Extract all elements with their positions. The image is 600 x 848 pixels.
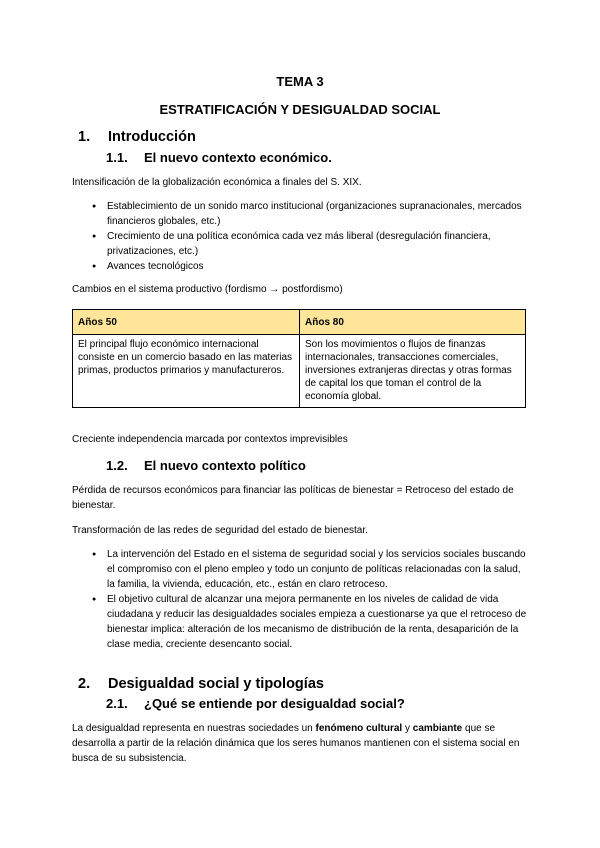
paragraph-transformation: Transformación de las redes de seguridad del estado de bienestar. <box>72 525 368 536</box>
bullet-list-political <box>92 547 528 652</box>
doc-title: TEMA 3 <box>276 74 324 89</box>
table-cell: El principal flujo económico internacional consiste en un comercio basado en las materias primas, productos primarios y manufactureros. <box>73 335 300 408</box>
bold-term: cambiante <box>412 723 463 734</box>
section-number: 1. <box>78 129 91 145</box>
list-item: ● Crecimiento de una política económica cada vez más liberal (desregulación financiera, privatizaciones, etc.) <box>92 229 528 259</box>
section-1-1-heading <box>106 150 332 165</box>
text-run: y <box>402 723 413 734</box>
section-number: 1.1. <box>106 150 128 165</box>
section-number: 1.2. <box>106 458 128 473</box>
section-2-1-heading <box>106 696 405 711</box>
list-item: ● El objetivo cultural de alcanzar una mejora permanente en los niveles de calidad de vida ciudadana y reducir las desigualdades sociales empieza a cuestionarse ya que el retroceso de bienestar implica: alteración de los mecanismo de distribución de la renta, desaparición de la clase media, creciente desencanto social. <box>92 592 528 652</box>
paragraph-resources: Pérdida de recursos económicos para financiar las políticas de bienestar = Retroceso del estado de bienestar. <box>72 485 514 511</box>
section-title: Introducción <box>108 129 196 145</box>
table-header-row <box>73 310 526 335</box>
list-item: ● Avances tecnológicos <box>92 259 528 274</box>
section-title: ¿Qué se entiende por desigualdad social? <box>144 696 405 711</box>
text-run: La desigualdad representa en nuestras sociedades un <box>72 723 316 734</box>
section-title: El nuevo contexto económico. <box>144 150 332 165</box>
table-row <box>73 335 526 408</box>
list-item: ● Establecimiento de un sonido marco institucional (organizaciones supranacionales, mercados financieros globales, etc.) <box>92 199 528 229</box>
section-1-heading <box>78 129 196 145</box>
paragraph-inequality <box>72 721 532 766</box>
section-number: 2.1. <box>106 696 128 711</box>
doc-subtitle: ESTRATIFICACIÓN Y DESIGUALDAD SOCIAL <box>159 102 441 117</box>
bullet-list-economic <box>92 199 528 274</box>
section-number: 2. <box>78 676 91 692</box>
text-run: que se desarrolla a partir de la relación dinámica que los seres humanos mantienen con el sistema social en busca de su subsistencia. <box>72 723 520 764</box>
section-2-heading <box>78 676 324 692</box>
list-item: ● La intervención del Estado en el sistema de seguridad social y los servicios sociales buscando el compromiso con el pleno empleo y todo un conjunto de políticas relacionadas con la salud, la familia, la vivienda, educación, etc., están en claro retroceso. <box>92 547 528 592</box>
table-header-cell: Años 50 <box>73 310 300 335</box>
comparison-table <box>72 309 526 408</box>
bold-term: fenómeno cultural <box>315 723 403 734</box>
section-title: El nuevo contexto político <box>144 458 306 473</box>
table-cell: Son los movimientos o flujos de finanzas internacionales, transacciones comerciales, inversiones extranjeras directas y otras formas de capital los que toman el control de la economía global. <box>300 335 526 408</box>
section-title: Desigualdad social y tipologías <box>108 676 324 692</box>
paragraph-independence: Creciente independencia marcada por contextos imprevisibles <box>72 434 348 445</box>
section-1-2-heading <box>106 458 306 473</box>
paragraph-intro: Intensificación de la globalización económica a finales del S. XIX. <box>72 177 362 188</box>
paragraph-changes: Cambios en el sistema productivo (fordismo → postfordismo) <box>72 284 343 295</box>
table-header-cell: Años 80 <box>300 310 526 335</box>
